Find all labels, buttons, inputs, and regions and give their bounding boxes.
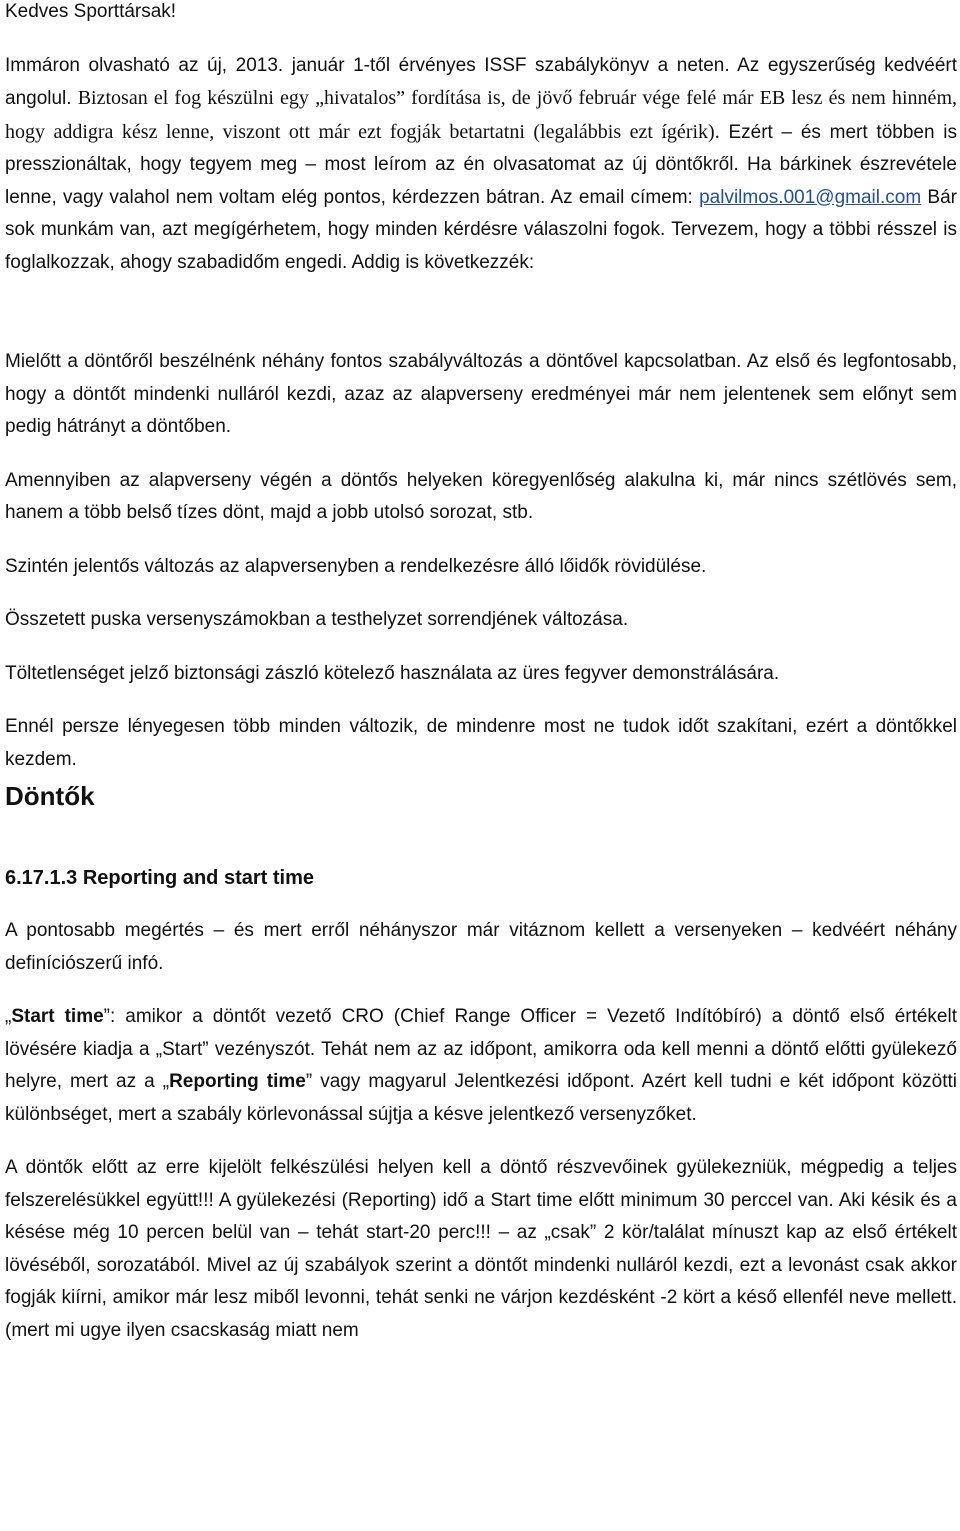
paragraph-tie-break: Amennyiben az alapverseny végén a döntős helyeken köregyenlőség alakulna ki, már nincs szétlövés sem, hanem a több belső tízes dönt, majd a jobb utolsó sorozat, stb. [5,469,957,523]
paragraph-rule-intro: A pontosabb megértés – és mert erről néhányszor már vitáznom kellett a versenyeken – kedvéért néhány definíciószerű infó. [5,920,957,974]
email-link[interactable]: palvilmos.001@gmail.com [699,186,922,208]
intro-paragraph [5,50,957,280]
paragraph-rule-changes: Mielőtt a döntőről beszélnénk néhány fontos szabályváltozás a döntővel kapcsolatban. Az első és legfontosabb, hogy a döntőt mindenki nulláról kezdi, azaz az alapverseny eredményei már nem jelentenek sem előnyt sem pedig hátrányt a döntőben. [5,351,957,437]
start-time-text-2: ” vagy magyarul Jelentkezési időpont. Azért kell tudni e két időpont közötti különbséget, mert a szabály körlevonással sújtja a késve jelentkező versenyzőket. [5,1071,957,1125]
paragraph-reporting: A döntők előtt az erre kijelölt felkészülési helyen kell a döntő részvevőinek gyülekezniük, mégpedig a teljes felszerelésükkel együtt!!! A gyülekezési (Reporting) idő a Start time előtt minimum 30 perccel van. Aki késik és a késése még 10 percen belül van – tehát start-20 perc!!! – az „csak” 2 kör/találat mínuszt kap az első értékelt lövéséből, sorozatából. Mivel az új szabályok szerint a döntőt mindenki nulláról kezdi, ezt a levonást csak akkor fogják kiírni, amikor már lesz miből levonni, tehát senki ne várjon kezdésként -2 kört a késő ellenfél neve mellett. (mert mi ugye ilyen csacskaság miatt nem [5,1157,957,1341]
greeting: Kedves Sporttársak! [5,1,177,22]
quote-open-2: „ [162,1071,170,1092]
intro-text-4: Bár sok munkám van, azt megígérhetem, hogy minden kérdésre válaszolni fogok. Tervezem, hogy a többi résszel is foglalkozzak, ahogy szabadidőm engedi. Addig is következzék: [5,186,957,273]
paragraph-start-time [5,1001,957,1131]
term-start-time: Start time [11,1006,104,1027]
term-reporting-time: Reporting time [169,1071,306,1092]
start-time-text-1: ”: amikor a döntőt vezető CRO (Chief Range Officer = Vezető Indítóbíró) a döntő első értékelt lövésére kiadja a „Start” vezényszót. Tehát nem az az időpont, amikorra oda kell menni a döntő előtti gyülekező helyre, mert az a [5,1006,957,1092]
section-title: Döntők [5,781,95,811]
intro-text-3: Ezért – és mert többen is presszionáltak, hogy tegyem meg – most leírom az én olvasatomat az új döntőkről. Ha bárkinek észrevétele lenne, vagy valahol nem voltam elég pontos, kérdezzen bátran. Az email címem: [5,121,957,208]
rule-title: 6.17.1.3 Reporting and start time [5,867,314,889]
paragraph-shooting-time: Szintén jelentős változás az alapversenyben a rendelkezésre álló lőidők rövidülése. [5,555,707,577]
paragraph-more-changes: Ennél persze lényegesen több minden változik, de mindenre most ne tudok időt szakítani, ezért a döntőkkel kezdem. [5,716,957,770]
intro-text-2: Biztosan el fog készülni egy „hivatalos” fordítása is, de jövő február vége felé már EB lesz és nem hinném, hogy addigra kész lenne, viszont ott már ezt fogják betartatni (legalábbis ezt ígérik). [5,87,957,143]
paragraph-safety-flag: Töltetlenséget jelző biztonsági zászló kötelező használata az üres fegyver demonstrálására. [5,662,780,684]
intro-text-1: Immáron olvasható az új, 2013. január 1-től érvényes ISSF szabálykönyv a neten. Az egyszerűség kedvéért angolul. [5,54,957,109]
quote-open: „ [5,1006,12,1027]
paragraph-rifle-position: Összetett puska versenyszámokban a testhelyzet sorrendjének változása. [5,609,629,630]
